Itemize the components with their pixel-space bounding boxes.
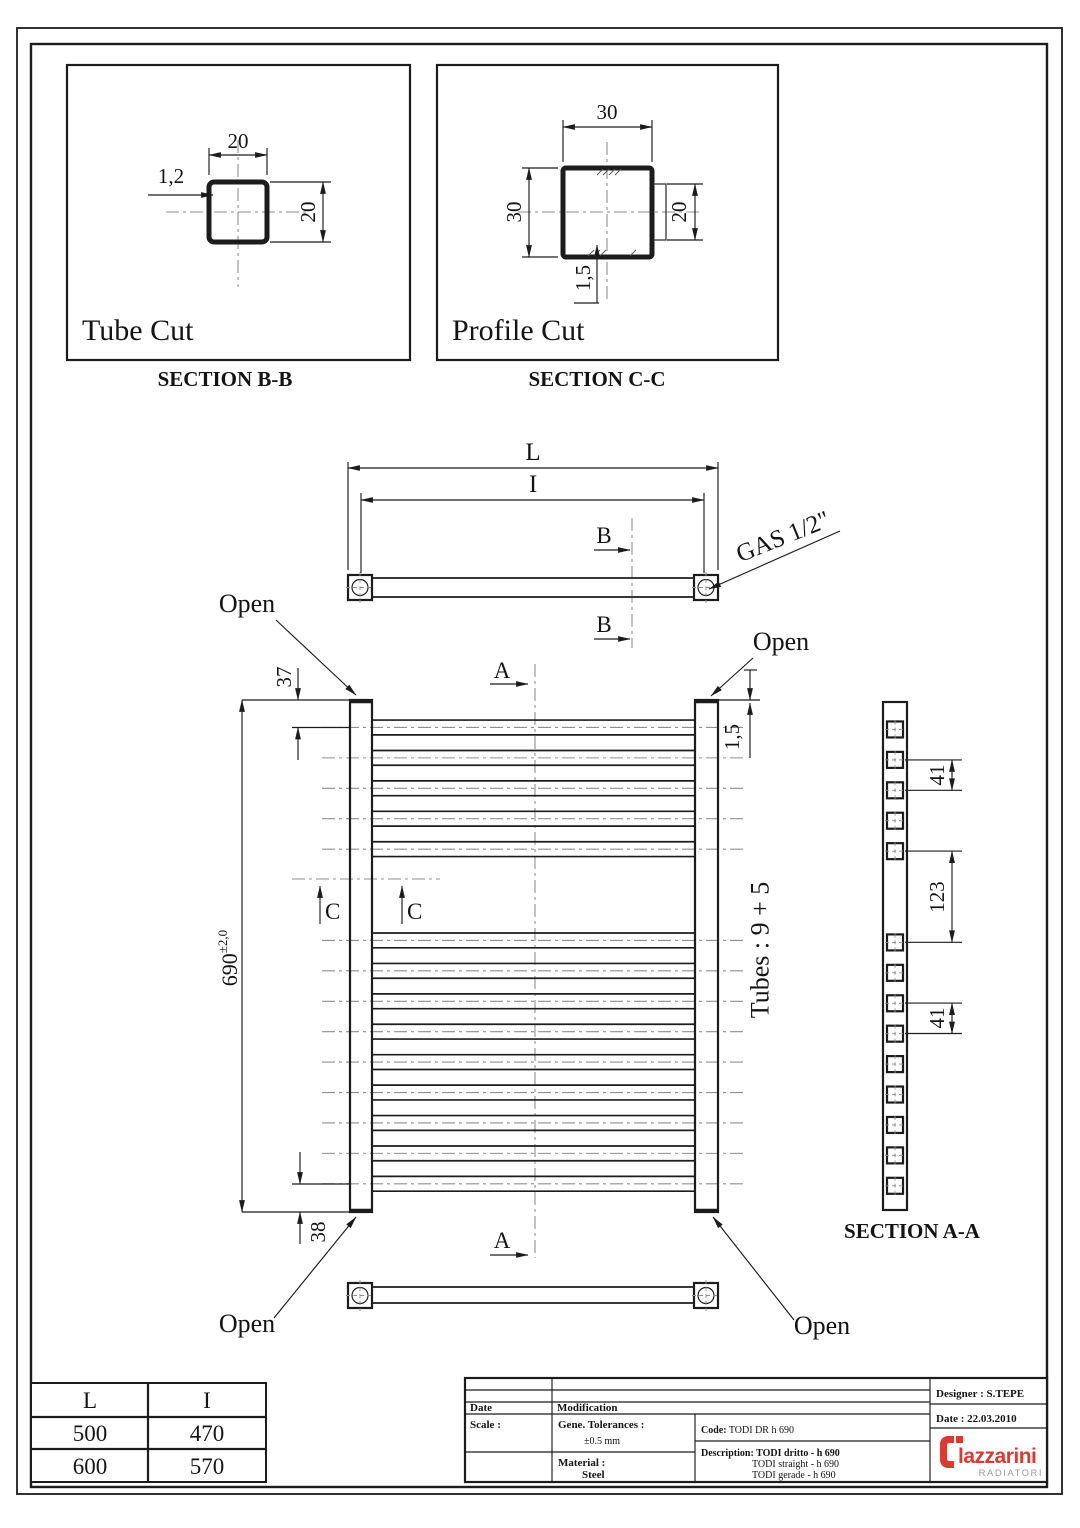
modification-column-label: Modification	[557, 1402, 618, 1414]
table-cell: 570	[189, 1454, 225, 1479]
front-view	[215, 589, 851, 1340]
cc-stub-dim: 20	[667, 201, 691, 223]
material-label: Material :	[558, 1457, 606, 1469]
page-border	[17, 28, 1062, 1494]
date-value: Date : 22.03.2010	[936, 1413, 1017, 1425]
cc-height-dim: 30	[502, 201, 526, 223]
brand-name: lazzarini	[958, 1445, 1037, 1468]
bb-wall-dim: 1,2	[157, 164, 185, 188]
designer-value: Designer : S.TEPE	[936, 1388, 1025, 1400]
brand-sub: RADIATORI	[978, 1468, 1043, 1479]
description-row: Description: TODI dritto - h 690	[701, 1448, 840, 1459]
bottom-view	[346, 1280, 720, 1311]
cc-caption: SECTION C-C	[528, 367, 666, 391]
material-value: Steel	[582, 1469, 605, 1481]
section-aa	[844, 702, 981, 1243]
section-cc	[437, 65, 778, 391]
scale-label: Scale :	[470, 1419, 501, 1431]
description-line3: TODI gerade - h 690	[752, 1470, 836, 1481]
collector-wall-dim: 1,5	[720, 723, 744, 751]
size-table	[31, 1383, 266, 1482]
top-offset-dim: 37	[272, 666, 296, 688]
bb-title: Tube Cut	[82, 314, 194, 347]
bb-height-dim: 20	[296, 201, 320, 223]
cc-width-dim: 30	[596, 100, 618, 124]
top-view-length-dim: L	[525, 439, 541, 466]
bb-width-dim: 20	[227, 129, 249, 153]
top-view-interaxis-dim: I	[528, 471, 538, 498]
table-cell: 600	[72, 1454, 108, 1479]
gap-dim: 123	[925, 881, 949, 913]
open-label-bottom-left: Open	[218, 1309, 276, 1338]
brand-logo-dot	[956, 1436, 963, 1443]
open-label-top-right: Open	[752, 627, 810, 656]
gas-connection-label: GAS 1/2"	[732, 506, 834, 568]
tolerance-value: ±0.5 mm	[584, 1436, 621, 1447]
pitch-bottom-dim: 41	[925, 1007, 949, 1029]
bottom-offset-dim: 38	[306, 1221, 330, 1243]
height-dim: $690^{\pm 2,0}$	[214, 929, 242, 987]
top-view	[346, 439, 840, 648]
tubes-count-label: Tubes : 9 + 5	[745, 881, 775, 1019]
code-row: Code: TODI DR h 690	[701, 1425, 794, 1436]
section-marker-b-bottom: B	[596, 612, 612, 637]
table-header-l: L	[82, 1388, 98, 1413]
open-label-bottom-right: Open	[793, 1311, 851, 1340]
section-marker-c-left: C	[325, 899, 341, 924]
table-cell: 470	[189, 1421, 225, 1446]
date-column-label: Date	[470, 1402, 492, 1414]
open-label-top-left: Open	[218, 589, 276, 618]
title-block	[465, 1378, 1047, 1482]
cc-title: Profile Cut	[452, 314, 585, 347]
section-bb	[67, 65, 410, 391]
section-aa-tubes	[885, 720, 905, 1194]
radiator-tubes	[322, 720, 744, 1191]
bb-caption: SECTION B-B	[157, 367, 293, 391]
table-cell: 500	[72, 1421, 108, 1446]
section-marker-a-bottom: A	[493, 1228, 511, 1253]
aa-caption: SECTION A-A	[844, 1219, 980, 1243]
section-marker-a-top: A	[493, 658, 511, 683]
section-marker-b-top: B	[596, 523, 612, 548]
tolerance-label: Gene. Tolerances :	[558, 1419, 645, 1431]
cc-wall-dim: 1,5	[571, 264, 595, 292]
description-line2: TODI straight - h 690	[752, 1459, 840, 1470]
pitch-top-dim: 41	[925, 764, 949, 786]
section-marker-c-right: C	[407, 899, 423, 924]
table-header-i: I	[203, 1388, 211, 1413]
